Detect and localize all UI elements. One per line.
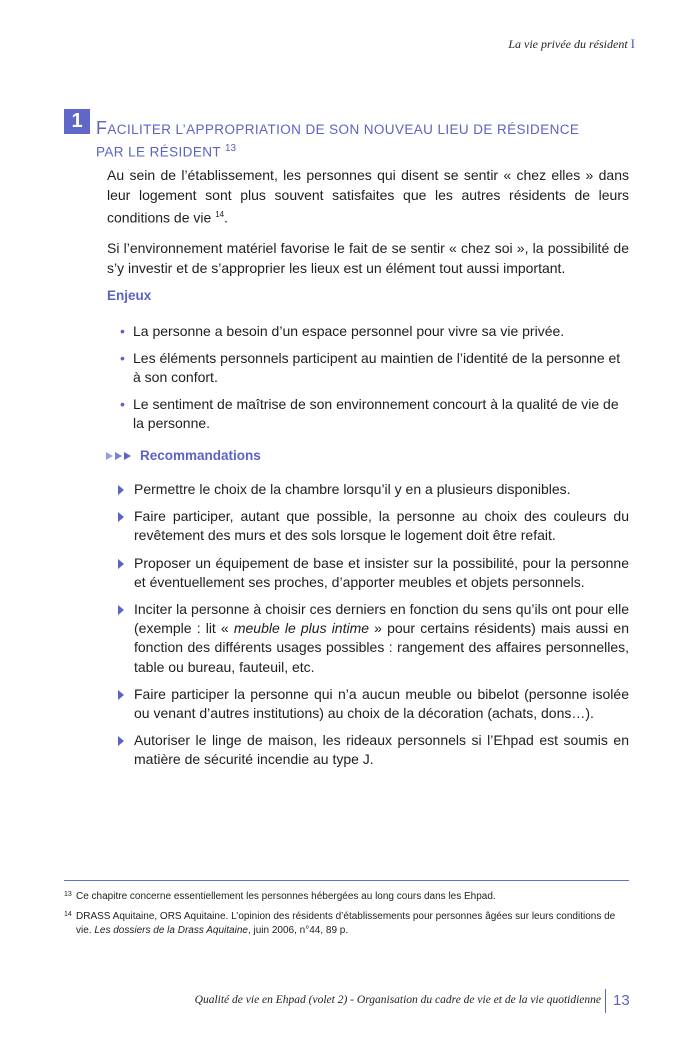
page-footer-title: Qualité de vie en Ehpad (volet 2) - Organisation du cadre de vie et de la vie quotidienne <box>194 994 601 1006</box>
footnote-number: 14 <box>64 911 72 918</box>
section-heading-footnote-ref: 13 <box>224 143 237 154</box>
page-number: 13 <box>613 992 630 1009</box>
list-item-text: Autoriser le linge de maison, les rideaux personnels si l’Ehpad est soumis en matière de sécurité incendie au type J. <box>134 732 629 768</box>
footnote-text-end: , juin 2006, n°44, 89 p. <box>247 925 349 936</box>
recommendations-heading <box>106 448 261 463</box>
footnote-emphasis: Les dossiers de la Drass Aquitaine <box>94 925 248 936</box>
bullet-icon: • <box>120 323 125 339</box>
list-item <box>120 322 629 341</box>
footnote <box>64 910 629 938</box>
footnote-divider <box>64 880 629 881</box>
body-text <box>107 166 629 289</box>
list-item-emphasis: meuble le plus intime <box>233 620 370 637</box>
list-item-text: Proposer un équipement de base et insister sur la possibilité, pour la personne et éventuellement ses proches, d’apporter meubles et objets personnels. <box>134 554 629 590</box>
footnote-number: 13 <box>64 891 72 898</box>
triangle-bullet-icon <box>118 605 124 615</box>
running-header <box>508 36 635 52</box>
triangle-bullet-icon <box>118 690 124 700</box>
recommendations-list <box>117 480 629 778</box>
section-heading <box>96 119 616 162</box>
list-item <box>117 685 629 723</box>
running-header-title: La vie privée du résident <box>508 37 628 51</box>
section-number-badge: 1 <box>64 109 90 134</box>
bullet-icon: • <box>120 396 125 412</box>
running-header-bar: I <box>630 36 635 51</box>
list-item-text: Faire participer la personne qui n’a aucun meuble ou bibelot (personne isolée ou venant d’autres institutions) au choix de la décoration (achats, dons…). <box>134 685 629 722</box>
list-item-text: La personne a besoin d’un espace personnel pour vivre sa vie privée. <box>133 323 565 339</box>
triple-arrow-icon <box>106 451 132 461</box>
list-item <box>117 600 629 677</box>
footer-separator <box>605 989 606 1013</box>
triangle-bullet-icon <box>118 736 124 746</box>
list-item-text-end: » pour certains résidents) mais aussi en fonction des différents usages possibles : rangement des affaires personnelles, table ou bureau, fauteuil, etc. <box>134 620 629 675</box>
body-paragraph-1 <box>107 166 629 228</box>
list-item-text: Permettre le choix de la chambre lorsqu’il y en a plusieurs disponibles. <box>134 481 571 497</box>
list-item <box>120 395 629 433</box>
issues-heading: Enjeux <box>107 288 152 303</box>
recommendations-heading-text: Recommandations <box>140 448 261 463</box>
section-heading-initial: F <box>96 118 108 138</box>
list-item <box>117 480 629 499</box>
list-item <box>117 554 629 592</box>
body-paragraph-2: Si l’environnement matériel favorise le fait de se sentir « chez soi », la possibilité de s’y investir et de s’approprier les lieux est un élément tout aussi important. <box>107 240 629 276</box>
footnote-text-start: DRASS Aquitaine, ORS Aquitaine. L’opinion des résidents d’établissements pour personnes âgées sur leurs conditions de vie. <box>76 911 616 936</box>
body-paragraph-1-text: Au sein de l’établissement, les personnes qui disent se sentir « chez elles » dans leur logement sont plus souvent satisfaites que les autres résidents de leurs conditions de vie <box>107 167 629 226</box>
list-item <box>120 349 629 387</box>
footnote-text: Ce chapitre concerne essentiellement les personnes hébergées au long cours dans les Ehpad. <box>76 891 496 902</box>
triangle-bullet-icon <box>118 512 124 522</box>
list-item <box>117 731 629 769</box>
list-item-text: Faire participer, autant que possible, la personne au choix des couleurs du revêtement des murs et des sols lorsque le logement doit être refait. <box>134 508 629 544</box>
footnotes <box>64 890 629 944</box>
issues-list <box>120 322 629 441</box>
bullet-icon: • <box>120 350 125 366</box>
triangle-bullet-icon <box>118 485 124 495</box>
section-heading-line2: PAR LE RÉSIDENT <box>96 144 221 160</box>
footnote <box>64 890 629 904</box>
list-item-text-start: Inciter la personne à choisir ces derniers en fonction du sens qu’ils ont pour elle (exemple : lit « <box>134 601 629 637</box>
triangle-bullet-icon <box>118 559 124 569</box>
list-item <box>117 507 629 545</box>
body-paragraph-1-end: . <box>224 209 228 226</box>
section-heading-line1: ACILITER L’APPROPRIATION DE SON NOUVEAU LIEU DE RÉSIDENCE <box>107 122 580 137</box>
list-item-text: Le sentiment de maîtrise de son environnement concourt à la qualité de vie de la personne. <box>133 396 619 431</box>
list-item-text: Les éléments personnels participent au maintien de l’identité de la personne et à son confort. <box>133 350 621 385</box>
body-footnote-ref: 14 <box>215 210 225 219</box>
